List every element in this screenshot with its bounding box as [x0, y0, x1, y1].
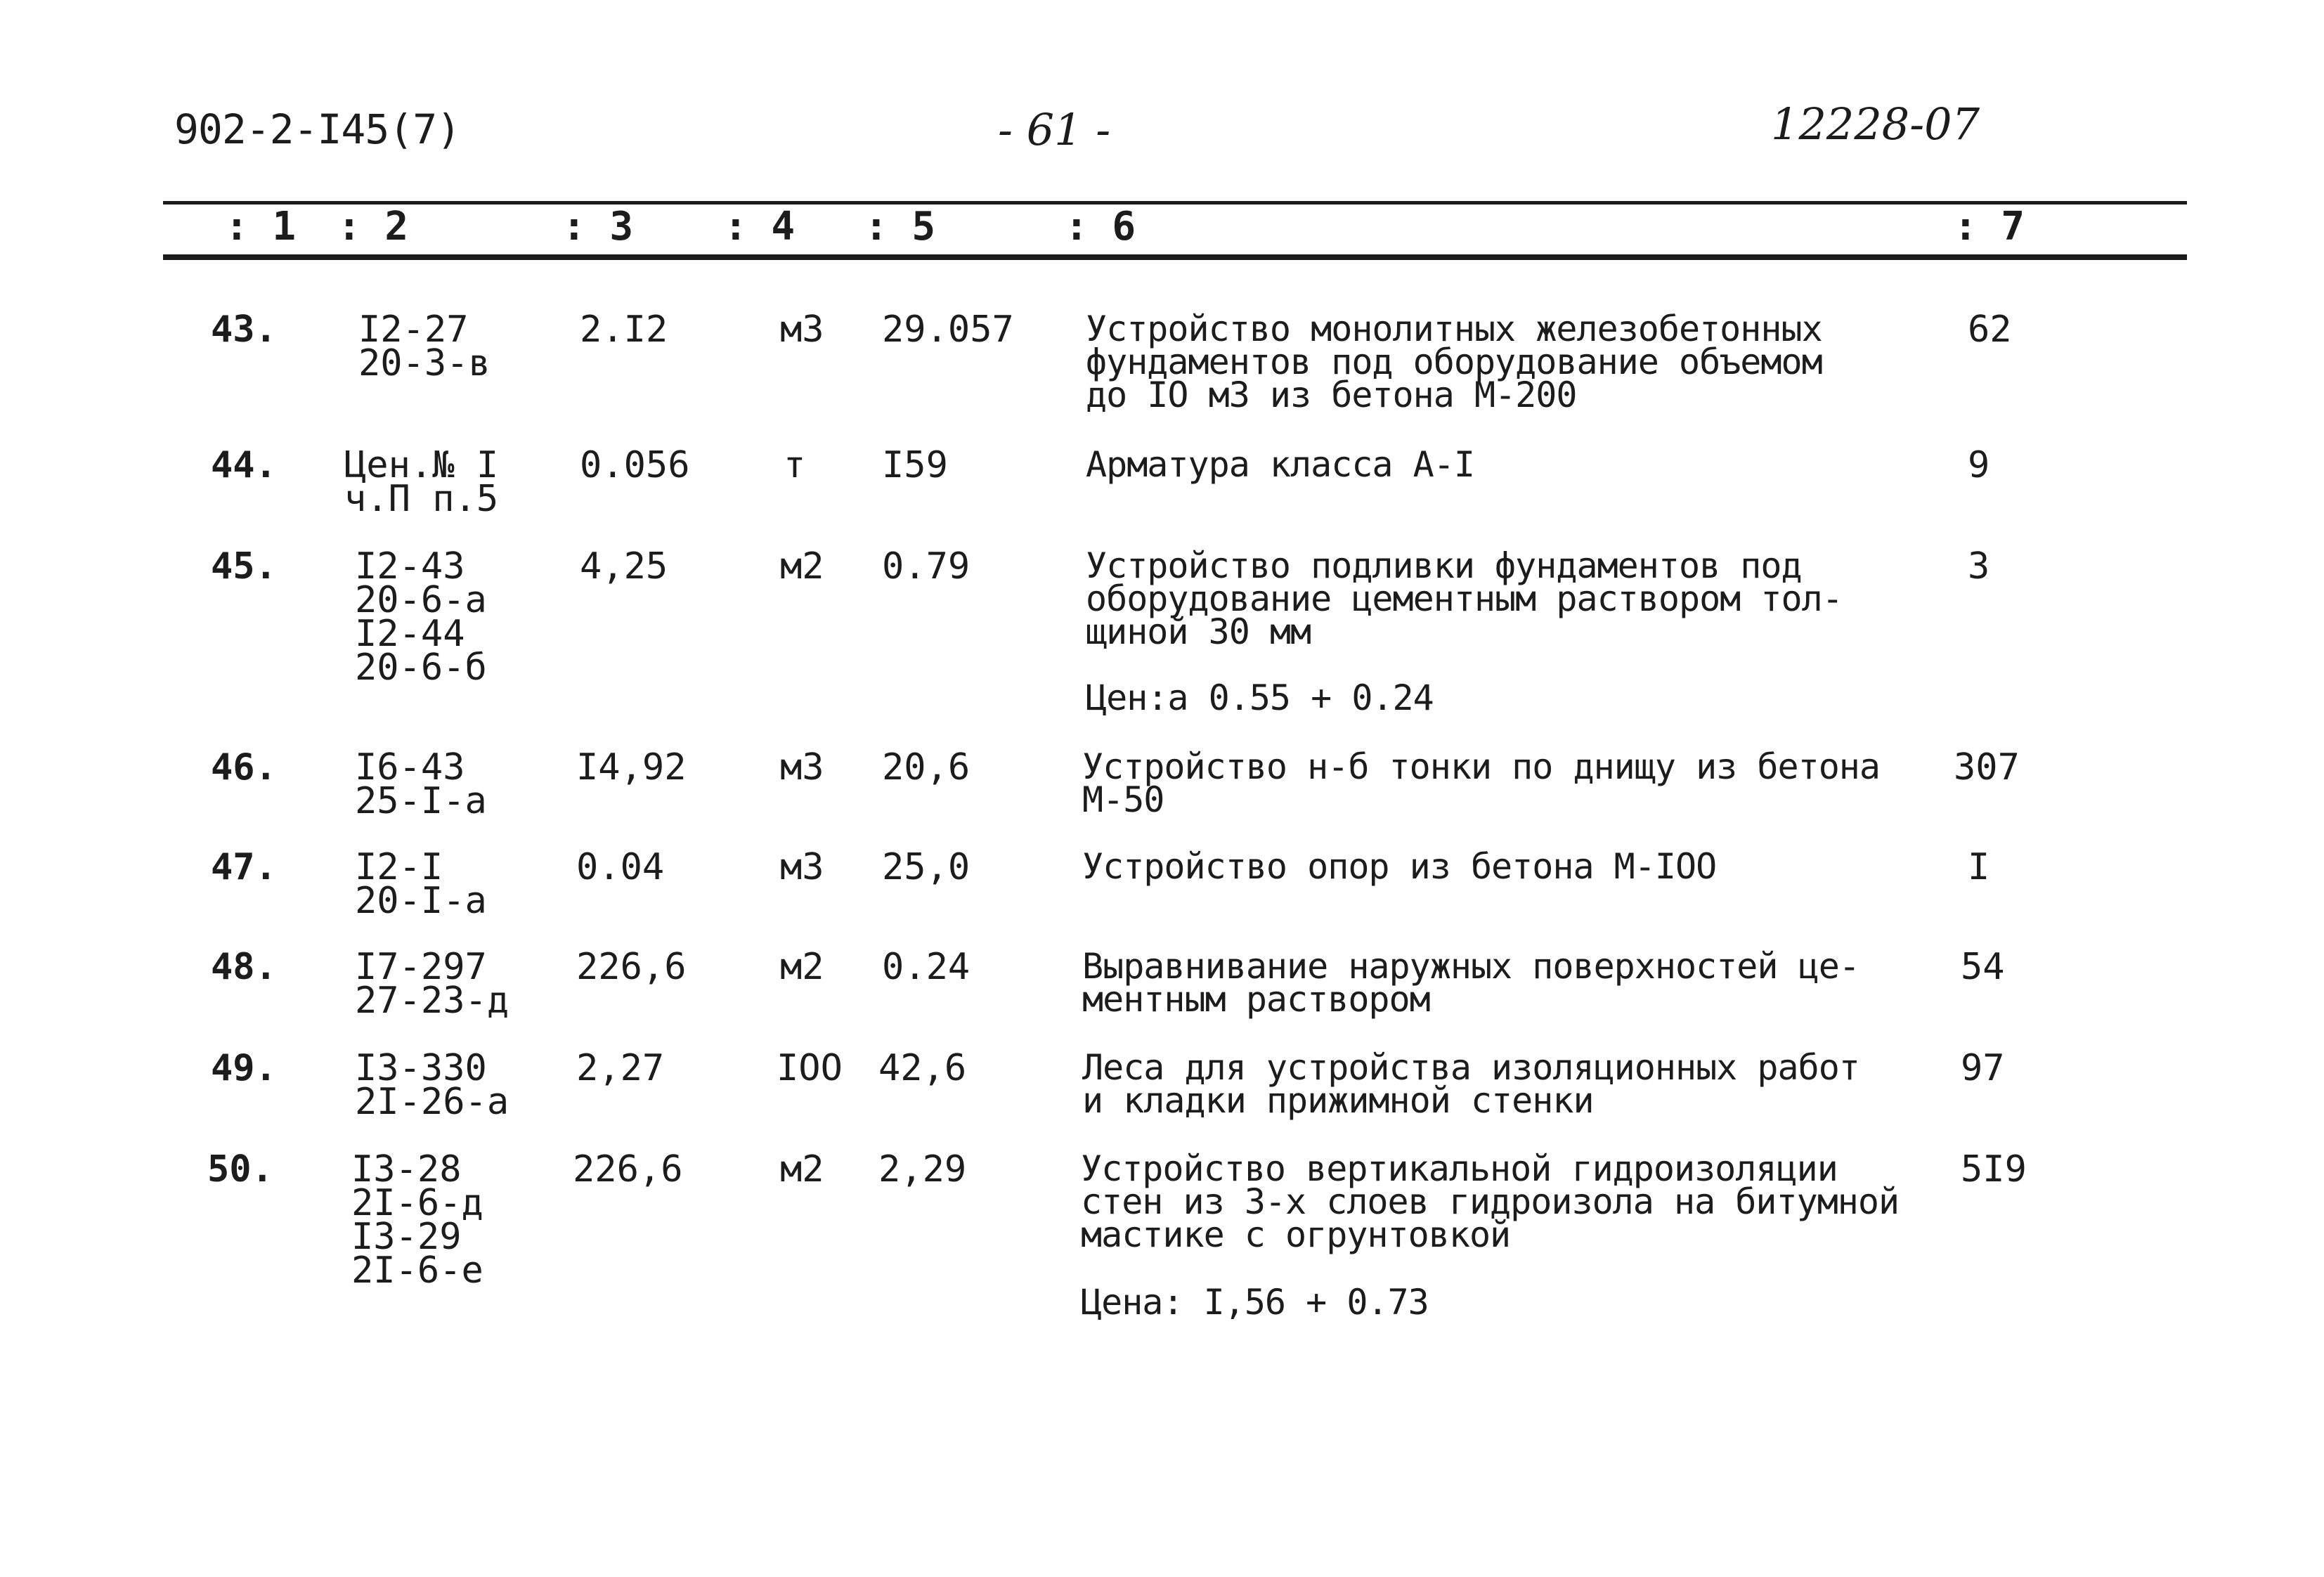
norm-code: I3-28 2I-6-д I3-29 2I-6-е: [351, 1148, 483, 1292]
column-header-3: : 3: [562, 204, 634, 249]
document-code: 902-2-I45(7): [174, 105, 461, 153]
work-description: Устройство опор из бетона М-IOO: [1082, 846, 1717, 887]
quantity-factor: I4,92: [576, 746, 687, 788]
row-number: 46.: [211, 746, 277, 788]
quantity: 0.79: [882, 545, 971, 588]
cost-value: 62: [1968, 309, 2012, 351]
norm-code: I6-43 25-I-а: [355, 746, 487, 822]
column-header-6: : 6: [1065, 204, 1136, 249]
norm-code: I2-I 20-I-а: [355, 846, 487, 922]
quantity: 29.057: [882, 309, 1014, 351]
column-header-4: : 4: [724, 204, 796, 249]
norm-code: I2-43 20-6-а I2-44 20-6-б: [355, 545, 487, 689]
row-number: 44.: [211, 444, 277, 486]
quantity-factor: 226,6: [576, 946, 687, 988]
work-description: Устройство монолитных железобетонных фундаментов под оборудование объемом до IO м3 из бетона М-200: [1086, 309, 1822, 415]
column-header-1: : 1: [225, 204, 297, 249]
quantity-factor: 4,25: [580, 545, 668, 588]
norm-code: I2-27 20-3-в: [358, 309, 491, 384]
column-header-7: : 7: [1954, 204, 2025, 249]
quantity-factor: 0.056: [580, 444, 690, 486]
unit: м3: [780, 746, 824, 788]
cost-value: I: [1968, 846, 1990, 888]
quantity: 42,6: [878, 1047, 967, 1089]
work-description: Выравнивание наружных поверхностей це- ментным раствором: [1082, 946, 1859, 1020]
page-number: - 61 -: [998, 104, 1111, 155]
cost-value: 54: [1961, 946, 2005, 988]
quantity-factor: 2,27: [576, 1047, 665, 1089]
price-note: Цен:а 0.55 + 0.24: [1086, 677, 1434, 718]
row-number: 49.: [211, 1047, 277, 1089]
unit: м2: [780, 946, 824, 988]
cost-value: 5I9: [1961, 1148, 2027, 1190]
quantity: 25,0: [882, 846, 971, 888]
work-description: Устройство н-б тонки по днищу из бетона М-50: [1082, 746, 1880, 820]
sheet-code: 12228-07: [1771, 98, 1980, 150]
row-number: 50.: [207, 1148, 273, 1190]
row-number: 45.: [211, 545, 277, 588]
quantity-factor: 2.I2: [580, 309, 668, 351]
cost-value: 3: [1968, 545, 1990, 588]
unit: м3: [780, 309, 824, 351]
unit: т: [784, 444, 806, 486]
quantity-factor: 0.04: [576, 846, 665, 888]
header-bottom-rule: [163, 254, 2187, 260]
cost-value: 9: [1968, 444, 1990, 486]
row-number: 43.: [211, 309, 277, 351]
unit: м3: [780, 846, 824, 888]
work-description: Арматура класса А-I: [1086, 444, 1474, 485]
norm-code: I7-297 27-23-д: [355, 946, 509, 1022]
unit: м2: [780, 545, 824, 588]
work-description: Устройство вертикальной гидроизоляции стен из 3-х слоев гидроизола на битумной мастике с огрунтовкой: [1081, 1148, 1900, 1255]
quantity: 0.24: [882, 946, 971, 988]
work-description: Устройство подливки фундаментов под оборудование цементным раствором тол- щиной 30 мм: [1086, 545, 1843, 652]
row-number: 47.: [211, 846, 277, 888]
unit: м2: [780, 1148, 824, 1190]
price-note: Цена: I,56 + 0.73: [1081, 1282, 1429, 1323]
column-header-5: : 5: [864, 204, 936, 249]
work-description: Леса для устройства изоляционных работ и кладки прижимной стенки: [1082, 1047, 1859, 1121]
unit: IOO: [777, 1047, 843, 1089]
cost-value: 307: [1954, 746, 2020, 788]
quantity: I59: [882, 444, 948, 486]
quantity: 2,29: [878, 1148, 967, 1190]
quantity: 20,6: [882, 746, 971, 788]
row-number: 48.: [211, 946, 277, 988]
cost-value: 97: [1961, 1047, 2005, 1089]
quantity-factor: 226,6: [573, 1148, 683, 1190]
column-header-2: : 2: [337, 204, 409, 249]
header-top-rule: [163, 201, 2187, 205]
norm-code: Цен.№ I ч.П п.5: [344, 444, 499, 520]
norm-code: I3-330 2I-26-а: [355, 1047, 509, 1123]
